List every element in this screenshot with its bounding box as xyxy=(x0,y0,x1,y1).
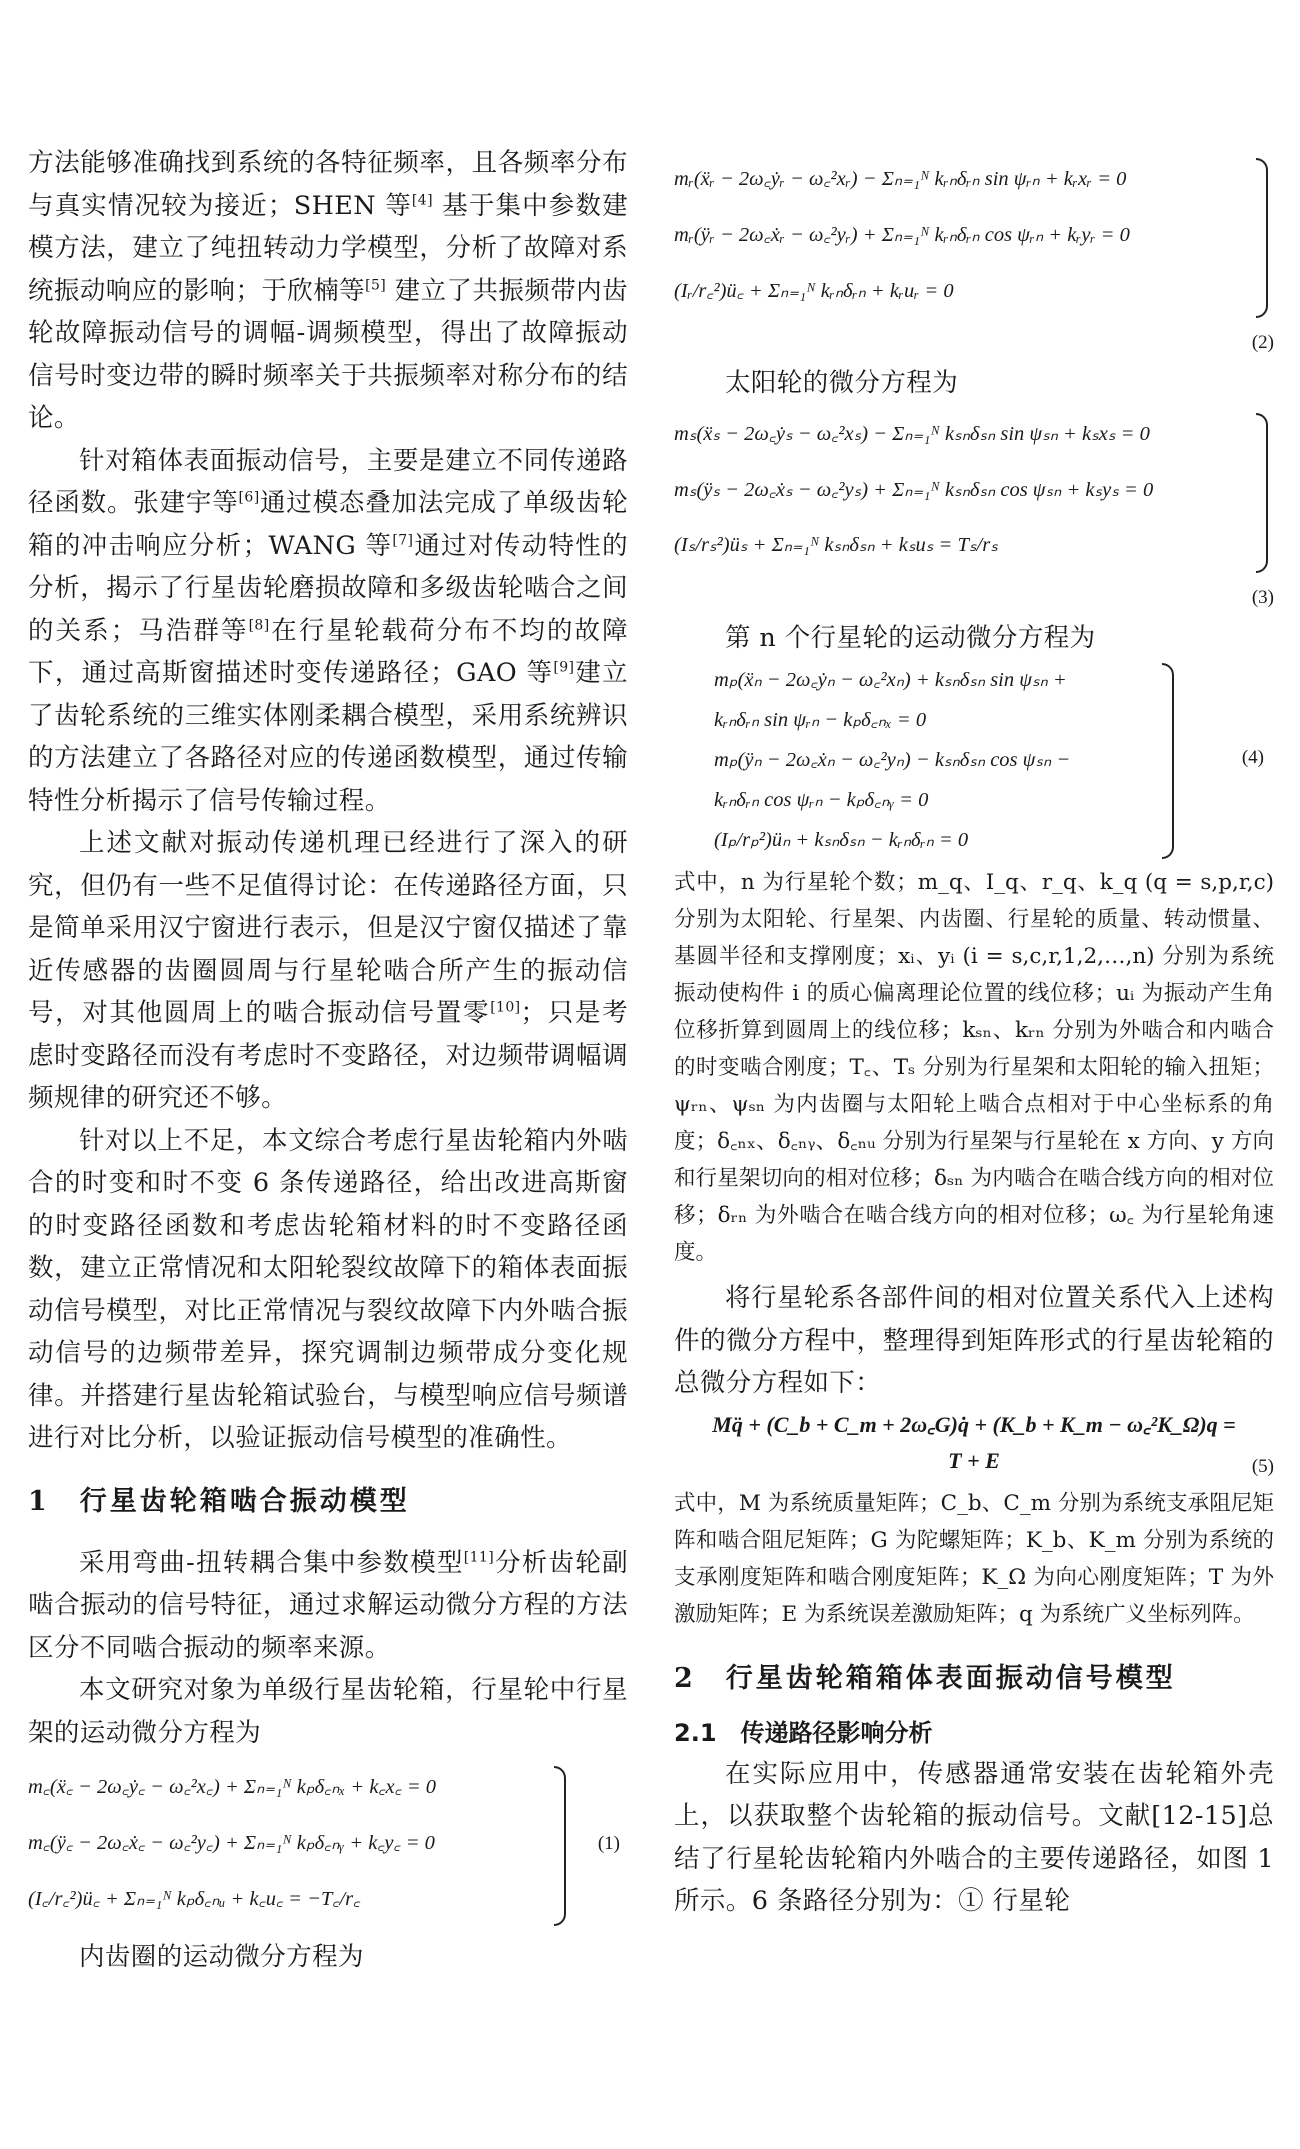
section-heading-1: 1 行星齿轮箱啮合振动模型 xyxy=(28,1485,410,1517)
equation-line: Mq̈ + (C_b + C_m + 2ω꜀G)q̇ + (K_b + K_m − ω꜀²K_Ω)q = xyxy=(712,1411,1236,1437)
equation-line: mₚ(ÿₙ − 2ω꜀ẋₙ − ω꜀²yₙ) − kₛₙδₛₙ cos ψₛₙ − xyxy=(714,749,1071,771)
paragraph-contribution: 针对以上不足，本文综合考虑行星齿轮箱内外啮合的时变和时不变 6 条传递路径，给出改进高斯窗的时变路径函数和考虑齿轮箱材料的时不变路径函数，建立正常情况和太阳轮裂纹故障下的箱体表面振动信号模型，对比正常情况与裂纹故障下内外啮合振动信号的边频带差异，探究调制边频带成分变化规律。并搭建行星齿轮箱试验台，与模型响应信号频谱进行对比分析，以验证振动信号模型的准确性。 xyxy=(28,1125,628,1453)
paragraph-shortcomings: 上述文献对振动传递机理已经进行了深入的研究，但仍有一些不足值得讨论：在传递路径方面，只是简单采用汉宁窗进行表示，但是汉宁窗仅描述了靠近传感器的齿圈圆周与行星轮啮合所产生的振动信号，对其他圆周上的啮合振动信号置零[10]；只是考虑时变路径而没有考虑时不变路径，对边频带调幅调频规律的研究还不够。 xyxy=(28,828,628,1113)
citation[interactable]: [8] xyxy=(248,617,270,633)
equation-number: (1) xyxy=(597,1833,620,1854)
equation-4 xyxy=(674,659,1274,864)
paragraph-sun: 太阳轮的微分方程为 xyxy=(725,368,959,398)
citation[interactable]: [9] xyxy=(553,659,575,676)
right-column xyxy=(674,150,1274,1923)
citation[interactable]: [4] xyxy=(411,192,433,208)
equation-line: kᵣₙδᵣₙ cos ψᵣₙ − kₚδ꜀ₙᵧ = 0 xyxy=(714,789,929,811)
citation[interactable]: [5] xyxy=(365,277,387,293)
equation-line: (I꜀/r꜀²)ü꜀ + Σₙ₌₁ᴺ kₚδ꜀ₙᵤ + k꜀u꜀ = −T꜀/r꜀ xyxy=(28,1888,361,1910)
citation[interactable]: [7] xyxy=(392,532,414,548)
paragraph-matrix-symbols: 式中，M 为系统质量矩阵；C_b、C_m 分别为系统支承阻尼矩阵和啮合阻尼矩阵；G 为陀螺矩阵；K_b、K_m 分别为系统的支承刚度矩阵和啮合刚度矩阵；K_Ω 为向心刚度矩阵；T 为外激励矩阵；E 为系统误差激励矩阵；q 为系统广义坐标列阵。 xyxy=(674,1490,1274,1627)
left-column xyxy=(28,142,628,1979)
equation-2 xyxy=(674,150,1274,328)
equation-brace xyxy=(1256,158,1268,318)
citation[interactable]: [11] xyxy=(463,1549,495,1565)
equation-line: (Iₛ/rₛ²)üₛ + Σₙ₌₁ᴺ kₛₙδₛₙ + kₛuₛ = Tₛ/rₛ xyxy=(674,534,998,556)
equation-5 xyxy=(674,1407,1274,1479)
equation-line: m꜀(ẍ꜀ − 2ω꜀ẏ꜀ − ω꜀²x꜀) + Σₙ₌₁ᴺ kₚδ꜀ₙₓ + k꜀x꜀ = 0 xyxy=(28,1776,437,1798)
equation-line: (Iᵣ/r꜀²)ü꜀ + Σₙ₌₁ᴺ kᵣₙδᵣₙ + kᵣuᵣ = 0 xyxy=(674,280,954,302)
equation-line: (Iₚ/rₚ²)üₙ + kₛₙδₛₙ − kᵣₙδᵣₙ = 0 xyxy=(714,828,969,851)
subsection-heading-2-1: 2.1 传递路径影响分析 xyxy=(674,1718,933,1747)
equation-number: (3) xyxy=(1251,586,1274,608)
equation-brace xyxy=(554,1766,566,1926)
equation-brace xyxy=(1256,413,1268,573)
equation-line: mᵣ(ÿᵣ − 2ω꜀ẋᵣ − ω꜀²yᵣ) + Σₙ₌₁ᴺ kᵣₙδᵣₙ cos ψᵣₙ + kᵣyᵣ = 0 xyxy=(674,224,1130,246)
equation-3 xyxy=(674,405,1274,583)
paragraph-symbols: 式中，n 为行星轮个数；m_q、I_q、r_q、k_q (q = s,p,r,c) 分别为太阳轮、行星架、内齿圈、行星轮的质量、转动惯量、基圆半径和支撑刚度；xᵢ、yᵢ (i = s,c,r,1,2,…,n) 分别为系统振动使构件 i 的质心偏离理论位置的线位移；uᵢ 为振动产生角位移折算到圆周上的线位移；kₛₙ、kᵣₙ 分别为外啮合和内啮合的时变啮合刚度；T꜀、Tₛ 分别为行星架和太阳轮的输入扭矩；ψᵣₙ、ψₛₙ 为内齿圈与太阳轮上啮合点相对于中心坐标系的角度；δ꜀ₙₓ、δ꜀ₙᵧ、δ꜀ₙᵤ 分别为行星架与行星轮在 x 方向、y 方向和行星架切向的相对位移；δₛₙ 为内啮合在啮合线方向的相对位移；δᵣₙ 为外啮合在啮合线方向的相对位移；ω꜀ 为行星轮角速度。 xyxy=(674,870,1274,1265)
citation[interactable]: [6] xyxy=(238,489,260,506)
equation-line: m꜀(ÿ꜀ − 2ω꜀ẋ꜀ − ω꜀²y꜀) + Σₙ₌₁ᴺ kₚδ꜀ₙᵧ + k꜀y꜀ = 0 xyxy=(28,1832,435,1854)
equation-number: (2) xyxy=(1251,332,1274,353)
equation-line: mₚ(ẍₙ − 2ω꜀ẏₙ − ω꜀²xₙ) + kₛₙδₛₙ sin ψₛₙ + xyxy=(714,669,1067,691)
paragraph-transfer-analysis: 在实际应用中，传感器通常安装在齿轮箱外壳上，以获取整个齿轮箱的振动信号。文献[12-15]总结了行星轮齿轮箱内外啮合的主要传递路径，如图 1 所示。6 条路径分别为：① 行星轮 xyxy=(674,1758,1274,1916)
paragraph-transfer-path: 针对箱体表面振动信号，主要是建立不同传递路径函数。张建宇等[6]通过模态叠加法完成了单级齿轮箱的冲击响应分析；WANG 等[7]通过对传动特性的分析，揭示了行星齿轮磨损故障和多级齿轮啮合之间的关系；马浩群等[8]在行星轮载荷分布不均的故障下，通过高斯窗描述时变传递路径；GAO 等[9]建立了齿轮系统的三维实体刚柔耦合模型，采用系统辨识的方法建立了各路径对应的传递函数模型，通过传输特性分析揭示了信号传输过程。 xyxy=(28,445,628,816)
equation-1 xyxy=(28,1758,628,1936)
paragraph-intro-continued: 方法能够准确找到系统的各特征频率，且各频率分布与真实情况较为接近；SHEN 等[4] 基于集中参数建模方法，建立了纯扭转动力学模型，分析了故障对系统振动响应的影响；于欣楠等[5] 建立了共振频带内齿轮故障振动信号的调幅-调频模型，得出了故障振动信号时变边带的瞬时频率关于共振频率对称分布的结论。 xyxy=(28,148,628,433)
paragraph-planet: 第 n 个行星轮的运动微分方程为 xyxy=(725,622,1096,653)
equation-line: mₛ(ÿₛ − 2ω꜀ẋₛ − ω꜀²yₛ) + Σₙ₌₁ᴺ kₛₙδₛₙ cos ψₛₙ + kₛyₛ = 0 xyxy=(674,478,1154,501)
equation-number: (4) xyxy=(1241,747,1264,768)
equation-brace xyxy=(1162,663,1174,859)
equation-line: T + E xyxy=(948,1447,1000,1473)
equation-line: kᵣₙδᵣₙ sin ψᵣₙ − kₚδ꜀ₙₓ = 0 xyxy=(714,709,927,731)
equation-line: mₛ(ẍₛ − 2ω꜀ẏₛ − ω꜀²xₛ) − Σₙ₌₁ᴺ kₛₙδₛₙ sin ψₛₙ + kₛxₛ = 0 xyxy=(674,422,1150,445)
paragraph-ring: 内齿圈的运动微分方程为 xyxy=(79,1942,364,1972)
paragraph-carrier: 本文研究对象为单级行星齿轮箱，行星轮中行星架的运动微分方程为 xyxy=(28,1675,628,1748)
equation-line: mᵣ(ẍᵣ − 2ω꜀ẏᵣ − ω꜀²xᵣ) − Σₙ₌₁ᴺ kᵣₙδᵣₙ sin ψᵣₙ + kᵣxᵣ = 0 xyxy=(674,168,1127,190)
section-heading-2: 2 行星齿轮箱箱体表面振动信号模型 xyxy=(674,1662,1176,1694)
citation[interactable]: [10] xyxy=(490,999,521,1016)
paragraph-model: 采用弯曲-扭转耦合集中参数模型[11]分析齿轮副啮合振动的信号特征，通过求解运动微分方程的方法区分不同啮合振动的频率来源。 xyxy=(28,1547,628,1663)
equation-number: (5) xyxy=(1251,1455,1274,1477)
paragraph-matrix-intro: 将行星轮系各部件间的相对位置关系代入上述构件的微分方程中，整理得到矩阵形式的行星齿轮箱的总微分方程如下： xyxy=(674,1283,1274,1398)
